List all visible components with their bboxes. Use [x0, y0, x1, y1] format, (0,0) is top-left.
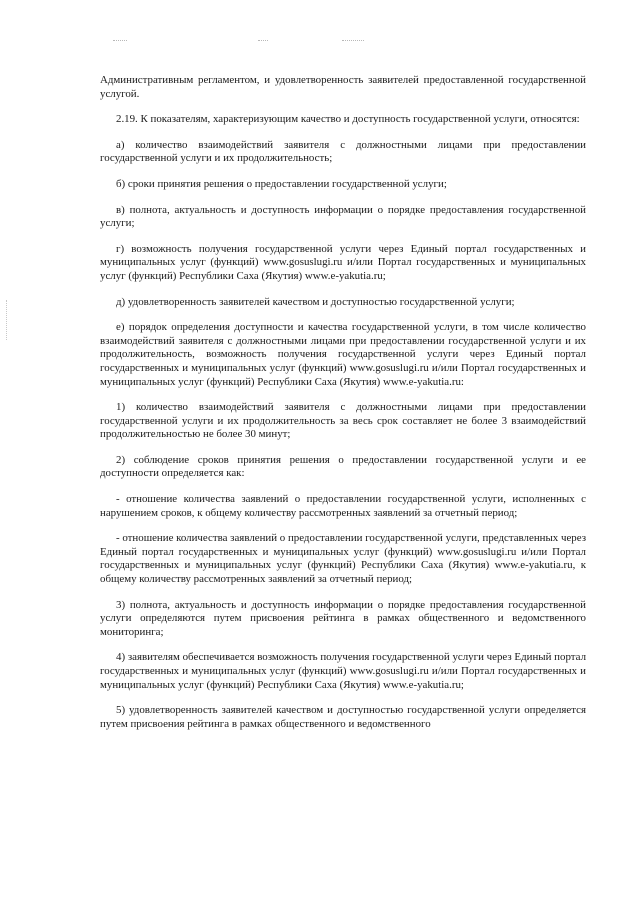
paragraph: 2) соблюдение сроков принятия решения о предоставлении государственной услуги и ее доступности определяется как:: [100, 453, 586, 480]
paragraph: е) порядок определения доступности и качества государственной услуги, в том числе количество взаимодействий заявителя с должностными лицами при предоставлении государственной услуги и их продолжительность, возможность получения государственной услуги через Единый портал государственных и муниципальных услуг (функций) www.gosuslugi.ru и/или Портал государственных и муниципальных услуг (функций) Республики Саха (Якутия) www.e-yakutia.ru:: [100, 321, 586, 388]
paragraph: г) возможность получения государственной услуги через Единый портал государственных и муниципальных услуг (функций) www.gosuslugi.ru и/или Портал государственных и муниципальных услуг (функций) Республики Саха (Якутия) www.e-yakutia.ru;: [100, 242, 586, 282]
paragraph: 4) заявителям обеспечивается возможность получения государственной услуги через Единый портал государственных и муниципальных услуг (функций) www.gosuslugi.ru и/или Портал государственных и муниципальных услуг (функций) Республики Саха (Якутия) www.e-yakutia.ru;: [100, 651, 586, 691]
paragraph: Административным регламентом, и удовлетворенность заявителей предоставленной государственной услугой.: [100, 74, 586, 100]
scan-artifact: [113, 40, 127, 41]
paragraph: 1) количество взаимодействий заявителя с должностными лицами при предоставлении государственной услуги и их продолжительность за весь срок составляет не более 3 взаимодействий продолжительностью не более 30 минут;: [100, 401, 586, 441]
scan-artifact: [258, 40, 268, 41]
scan-edge-artifact: [6, 300, 7, 340]
document-body: [100, 74, 586, 743]
paragraph: - отношение количества заявлений о предоставлении государственной услуги, представленных через Единый портал государственных и муниципальных услуг (функций) www.gosuslugi.ru и/или Портал государственных и муниципальных услуг (функций) Республики Саха (Якутия) www.e-yakutia.ru, к общему количеству рассмотренных заявлений за отчетный период;: [100, 532, 586, 586]
paragraph: а) количество взаимодействий заявителя с должностными лицами при предоставлении государственной услуги и их продолжительность;: [100, 138, 586, 165]
paragraph: 2.19. К показателям, характеризующим качество и доступность государственной услуги, относятся:: [116, 113, 580, 126]
paragraph: - отношение количества заявлений о предоставлении государственной услуги, исполненных с нарушением сроков, к общему количеству рассмотренных заявлений за отчетный период;: [100, 493, 586, 519]
paragraph: 5) удовлетворенность заявителей качеством и доступностью государственной услуги определяется путем присвоения рейтинга в рамках общественного и ведомственного: [100, 704, 586, 730]
paragraph: в) полнота, актуальность и доступность информации о порядке предоставления государственной услуги;: [100, 203, 586, 230]
scan-artifact: [342, 40, 364, 41]
paragraph: 3) полнота, актуальность и доступность информации о порядке предоставления государственной услуги определяются путем присвоения рейтинга в рамках общественного и ведомственного мониторинга;: [100, 598, 586, 638]
paragraph: б) сроки принятия решения о предоставлении государственной услуги;: [116, 177, 447, 190]
paragraph: д) удовлетворенность заявителей качеством и доступностью государственной услуги;: [116, 295, 515, 308]
